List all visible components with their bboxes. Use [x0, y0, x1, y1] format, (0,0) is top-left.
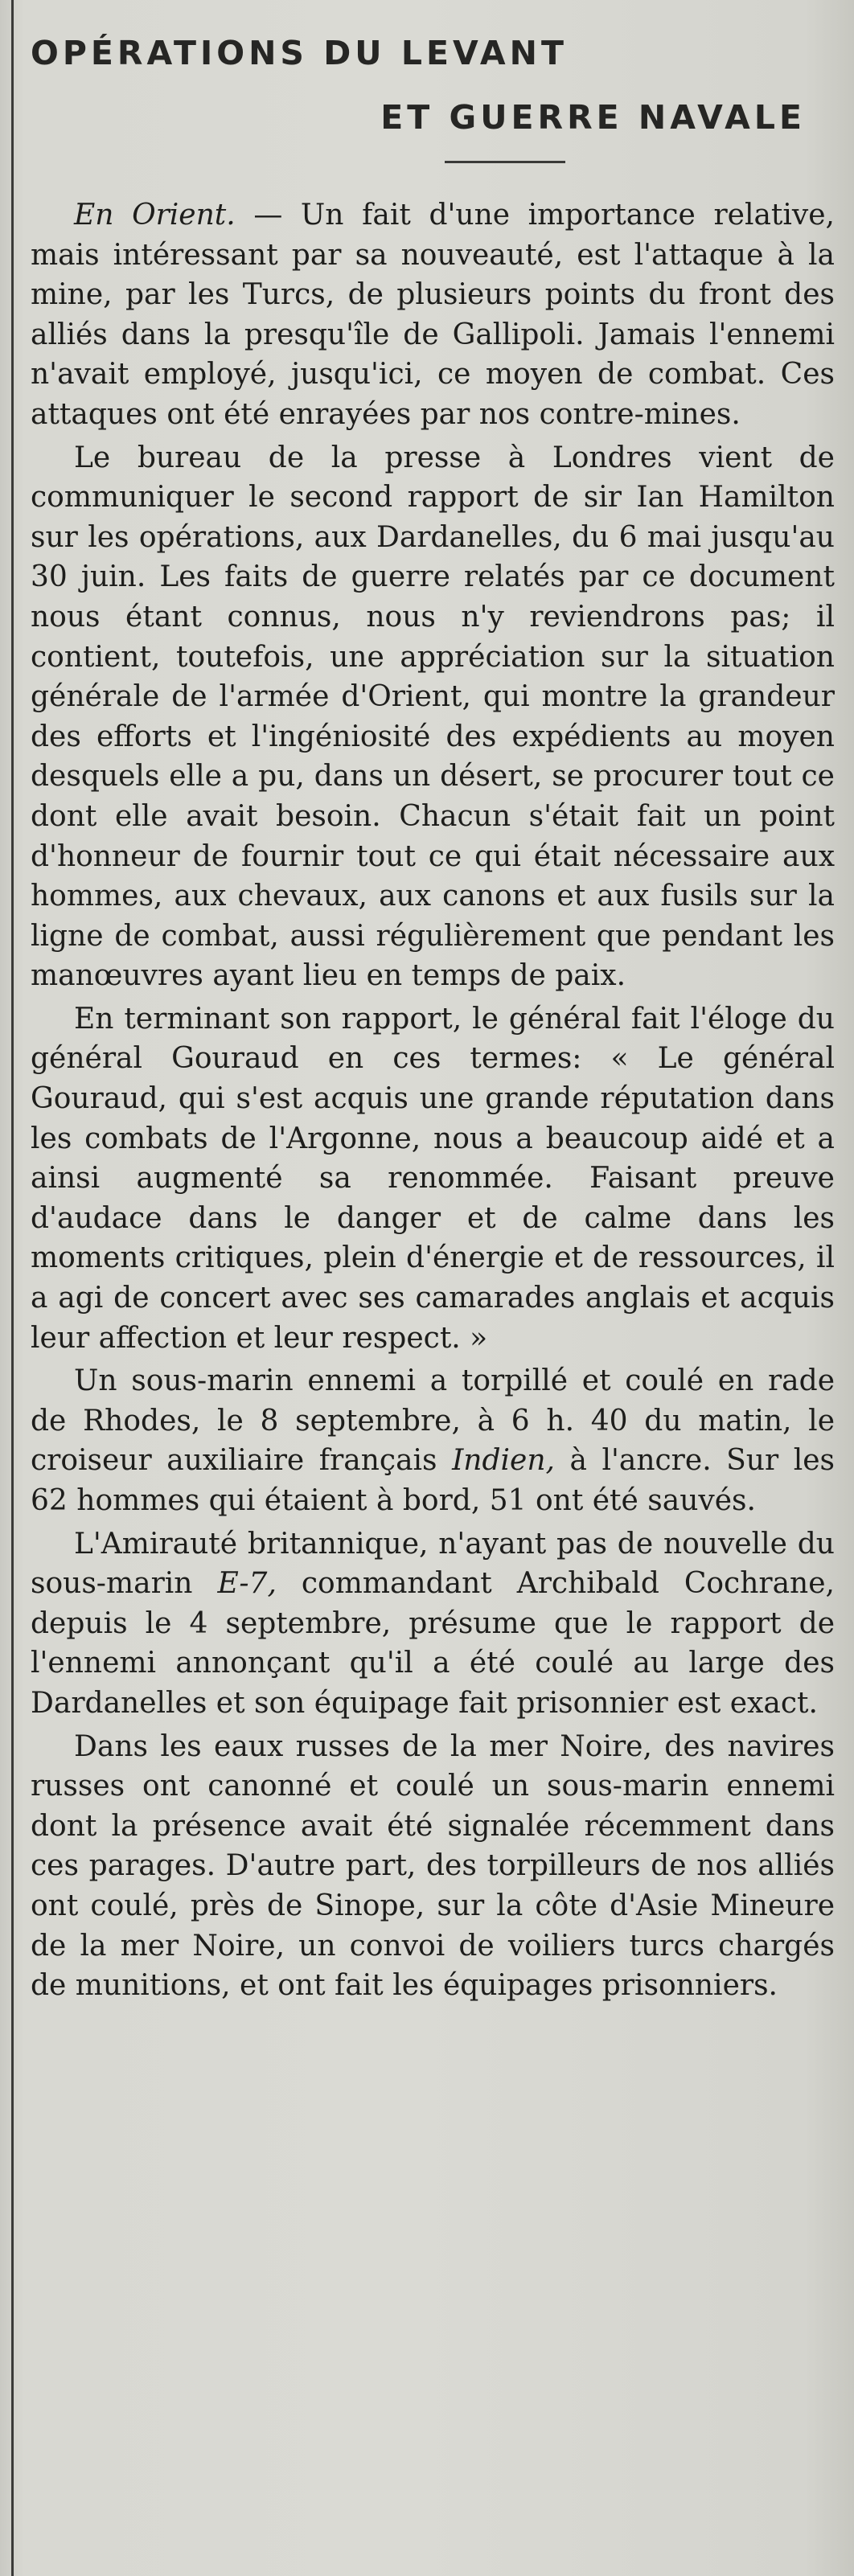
paragraph-text: L'Amirauté britannique, n'ayant pas de nouvelle du sous-marin [31, 1527, 835, 1601]
title-line-2: ET GUERRE NAVALE [380, 98, 806, 137]
paragraph-text: à l'ancre. Sur les 62 hommes qui étaient à bord, 51 ont été sauvés. [31, 1444, 836, 1517]
paragraph-gouraud: En terminant son rapport, le général fait l'éloge du général Gouraud en ces termes: « Le général Gouraud, qui s'est acquis une grande réputation dans les combats de l'Argonne, nous a beaucoup aidé et a ainsi augmenté sa renommée. Faisant preuve d'audace dans le danger et de calme dans les moments critiques, plein d'énergie et de ressources, il a agi de concert avec ses camarades anglais et acquis leur affection et leur respect. » [31, 1002, 835, 1355]
article-column [31, 21, 835, 2006]
paragraph-text: commandant Archibald Cochrane, depuis le 4 septembre, présume que le rapport de l'ennemi annonçant qu'il a été coulé au large des Dardanelles et son équipage fait prisonnier est exact. [31, 1567, 835, 1720]
paragraph-text: Un sous-marin ennemi a torpillé et coulé en rade de Rhodes, le 8 septembre, à 6 h. 40 du matin, le croiseur auxiliaire français [31, 1364, 835, 1478]
paragraph-indien [31, 1361, 835, 1520]
paragraph-e7 [31, 1524, 835, 1724]
article-title [31, 21, 835, 150]
paragraph-lead: En Orient. [74, 199, 236, 232]
ship-name: Indien, [452, 1444, 555, 1478]
submarine-name: E-7, [217, 1567, 277, 1601]
title-line-1: OPÉRATIONS DU LEVANT [31, 34, 568, 72]
paragraph-orient [31, 195, 835, 435]
paragraph-hamilton-report: Le bureau de la presse à Londres vient de communiquer le second rapport de sir Ian Hamilton sur les opérations, aux Dardanelles, du 6 mai jusqu'au 30 juin. Les faits de guerre relatés par ce document nous étant connus, nous n'y reviendrons pas; il contient, toutefois, une appréciation sur la situation générale de l'armée d'Orient, qui montre la grandeur des efforts et l'ingéniosité des expédients au moyen desquels elle a pu, dans un désert, se procurer tout ce dont elle avait besoin. Chacun s'était fait un point d'honneur de fournir tout ce qui était nécessaire aux hommes, aux chevaux, aux canons et aux fusils sur la ligne de combat, aussi régulièrement que pendant les manœuvres ayant lieu en temps de paix. [31, 441, 835, 993]
title-divider [445, 161, 565, 163]
article-body [31, 195, 835, 2006]
paragraph-text: — Un fait d'une importance relative, mais intéressant par sa nouveauté, est l'attaque à la mine, par les Turcs, de plusieurs points du front des alliés dans la presqu'île de Gallipoli. Jamais l'ennemi n'avait employé, jusqu'ici, ce moyen de combat. Ces attaques ont été enrayées par nos contre-mines. [31, 199, 835, 431]
paragraph-mer-noire: Dans les eaux russes de la mer Noire, des navires russes ont canonné et coulé un sous-marin ennemi dont la présence avait été signalée récemment dans ces parages. D'autre part, des torpilleurs de nos alliés ont coulé, près de Sinope, sur la côte d'Asie Mineure de la mer Noire, un convoi de voiliers turcs chargés de munitions, et ont fait les équipages prisonniers. [31, 1729, 835, 2003]
column-rule [11, 0, 14, 2576]
